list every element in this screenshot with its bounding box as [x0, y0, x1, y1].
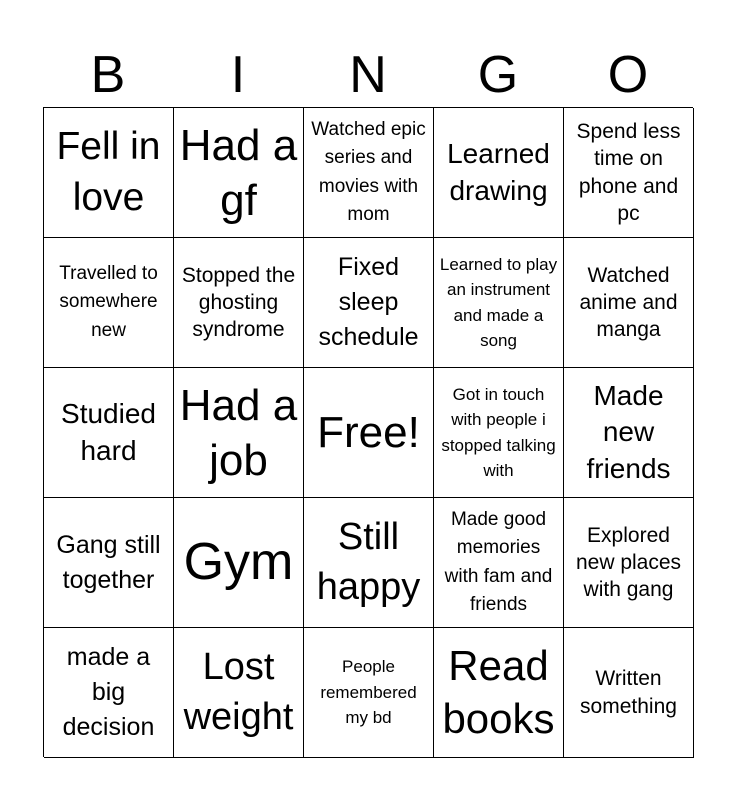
bingo-cell-text: Stopped the ghosting syndrome [181, 263, 296, 342]
bingo-cell[interactable] [44, 238, 174, 368]
header-letter-g: G [477, 46, 519, 104]
bingo-cell[interactable] [44, 108, 174, 238]
header-letter-n: N [349, 46, 387, 104]
bingo-cell[interactable] [564, 368, 694, 498]
bingo-cell[interactable] [304, 108, 434, 238]
bingo-cell-text: People remembered my bd [320, 657, 417, 728]
bingo-cell[interactable] [174, 498, 304, 628]
bingo-cell[interactable] [304, 498, 434, 628]
bingo-cell-text: Gang still together [56, 530, 161, 594]
bingo-cell-text: Got in touch with people i stopped talking with [441, 384, 556, 480]
bingo-cell-text: Lost weight [183, 646, 294, 738]
bingo-cell[interactable] [564, 628, 694, 758]
bingo-cell-text: Travelled to somewhere new [59, 262, 158, 341]
bingo-cell-text: Made good memories with fam and friends [444, 508, 553, 615]
bingo-cell[interactable] [174, 108, 304, 238]
header-letter-b: B [90, 46, 126, 104]
bingo-cell[interactable] [304, 628, 434, 758]
bingo-cell[interactable] [174, 238, 304, 368]
bingo-cell-text: Learned drawing [447, 138, 550, 206]
bingo-card-grid [43, 107, 693, 757]
bingo-cell[interactable] [434, 108, 564, 238]
bingo-cell-text: Fell in love [56, 124, 161, 219]
bingo-cell[interactable] [564, 108, 694, 238]
bingo-cell-text: Written something [580, 667, 677, 718]
bingo-cell-text: Still happy [316, 516, 421, 608]
bingo-cell-text: Had a gf [179, 120, 298, 225]
bingo-cell[interactable] [434, 368, 564, 498]
bingo-cell[interactable] [174, 628, 304, 758]
bingo-cell-text: Spend less time on phone and pc [576, 119, 681, 225]
bingo-cell[interactable] [44, 368, 174, 498]
bingo-cell[interactable] [564, 498, 694, 628]
header-letter-o: O [607, 46, 649, 104]
bingo-cell[interactable] [304, 238, 434, 368]
bingo-cell[interactable] [434, 238, 564, 368]
bingo-cell-text: Explored new places with gang [575, 523, 682, 602]
bingo-cell-text: Studied hard [61, 398, 156, 466]
header-letter-i: I [230, 46, 246, 104]
bingo-cell-text: made a big decision [62, 643, 155, 741]
bingo-cell[interactable] [434, 628, 564, 758]
bingo-cell-text: Watched epic series and movies with mom [311, 118, 426, 225]
bingo-cell-text: Gym [183, 532, 294, 591]
bingo-free-space[interactable] [304, 368, 434, 498]
bingo-cell[interactable] [564, 238, 694, 368]
bingo-cell-text: Fixed sleep schedule [318, 253, 419, 351]
bingo-cell[interactable] [174, 368, 304, 498]
bingo-header [43, 44, 693, 106]
bingo-cell-text: Made new friends [586, 379, 671, 484]
bingo-cell-text: Had a job [179, 380, 298, 485]
bingo-cell[interactable] [44, 628, 174, 758]
bingo-cell-text: Watched anime and manga [579, 263, 678, 342]
bingo-cell[interactable] [44, 498, 174, 628]
bingo-cell-text: Free! [317, 408, 420, 457]
bingo-cell-text: Learned to play an instrument and made a song [439, 254, 558, 350]
bingo-cell-text: Read books [442, 642, 555, 742]
bingo-cell[interactable] [434, 498, 564, 628]
